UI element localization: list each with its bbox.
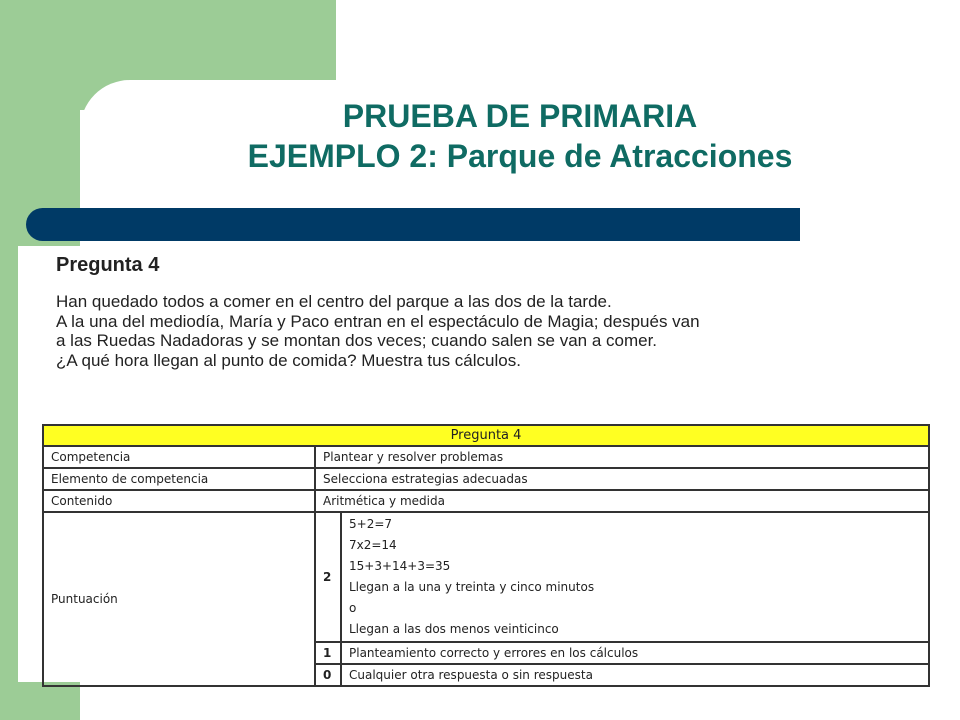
title-divider-bar <box>26 208 800 241</box>
criteria-line: 7x2=14 <box>349 538 397 552</box>
score-value: 1 <box>315 642 341 664</box>
question-line: a las Ruedas Nadadoras y se montan dos veces; cuando salen se van a comer. <box>56 331 658 350</box>
criteria-line: Llegan a las dos menos veinticinco <box>349 622 559 636</box>
score-criteria <box>341 512 929 642</box>
rubric-row-value: Plantear y resolver problemas <box>315 446 929 468</box>
scoring-label: Puntuación <box>43 512 315 686</box>
criteria-line: o <box>349 601 357 615</box>
score-criteria: Cualquier otra respuesta o sin respuesta <box>341 664 929 686</box>
rubric-row-label: Elemento de competencia <box>43 468 315 490</box>
score-row <box>43 512 929 642</box>
rubric-row-value: Selecciona estrategias adecuadas <box>315 468 929 490</box>
rubric-table <box>42 424 930 687</box>
slide-title <box>80 96 960 176</box>
criteria-line: 15+3+14+3=35 <box>349 559 451 573</box>
score-value: 0 <box>315 664 341 686</box>
rubric-header-row <box>43 425 929 446</box>
rubric-row-label: Contenido <box>43 490 315 512</box>
question-image <box>18 246 944 682</box>
rubric-row-value: Aritmética y medida <box>315 490 929 512</box>
score-criteria: Planteamiento correcto y errores en los cálculos <box>341 642 929 664</box>
rubric-header: Pregunta 4 <box>43 425 929 446</box>
criteria-line: 5+2=7 <box>349 517 393 531</box>
rubric-row <box>43 468 929 490</box>
slide-title-line1: PRUEBA DE PRIMARIA <box>342 98 698 134</box>
question-text <box>56 292 936 370</box>
question-heading: Pregunta 4 <box>56 254 160 276</box>
score-value: 2 <box>315 512 341 642</box>
criteria-line: Llegan a la una y treinta y cinco minutos <box>349 580 595 594</box>
rubric-row <box>43 446 929 468</box>
slide-title-line2: EJEMPLO 2: Parque de Atracciones <box>247 138 793 174</box>
rubric-row-label: Competencia <box>43 446 315 468</box>
question-line: Han quedado todos a comer en el centro del parque a las dos de la tarde. <box>56 292 612 311</box>
question-line: ¿A qué hora llegan al punto de comida? Muestra tus cálculos. <box>56 350 521 370</box>
question-line: A la una del mediodía, María y Paco entran en el espectáculo de Magia; después van <box>56 311 700 331</box>
rubric-row <box>43 490 929 512</box>
